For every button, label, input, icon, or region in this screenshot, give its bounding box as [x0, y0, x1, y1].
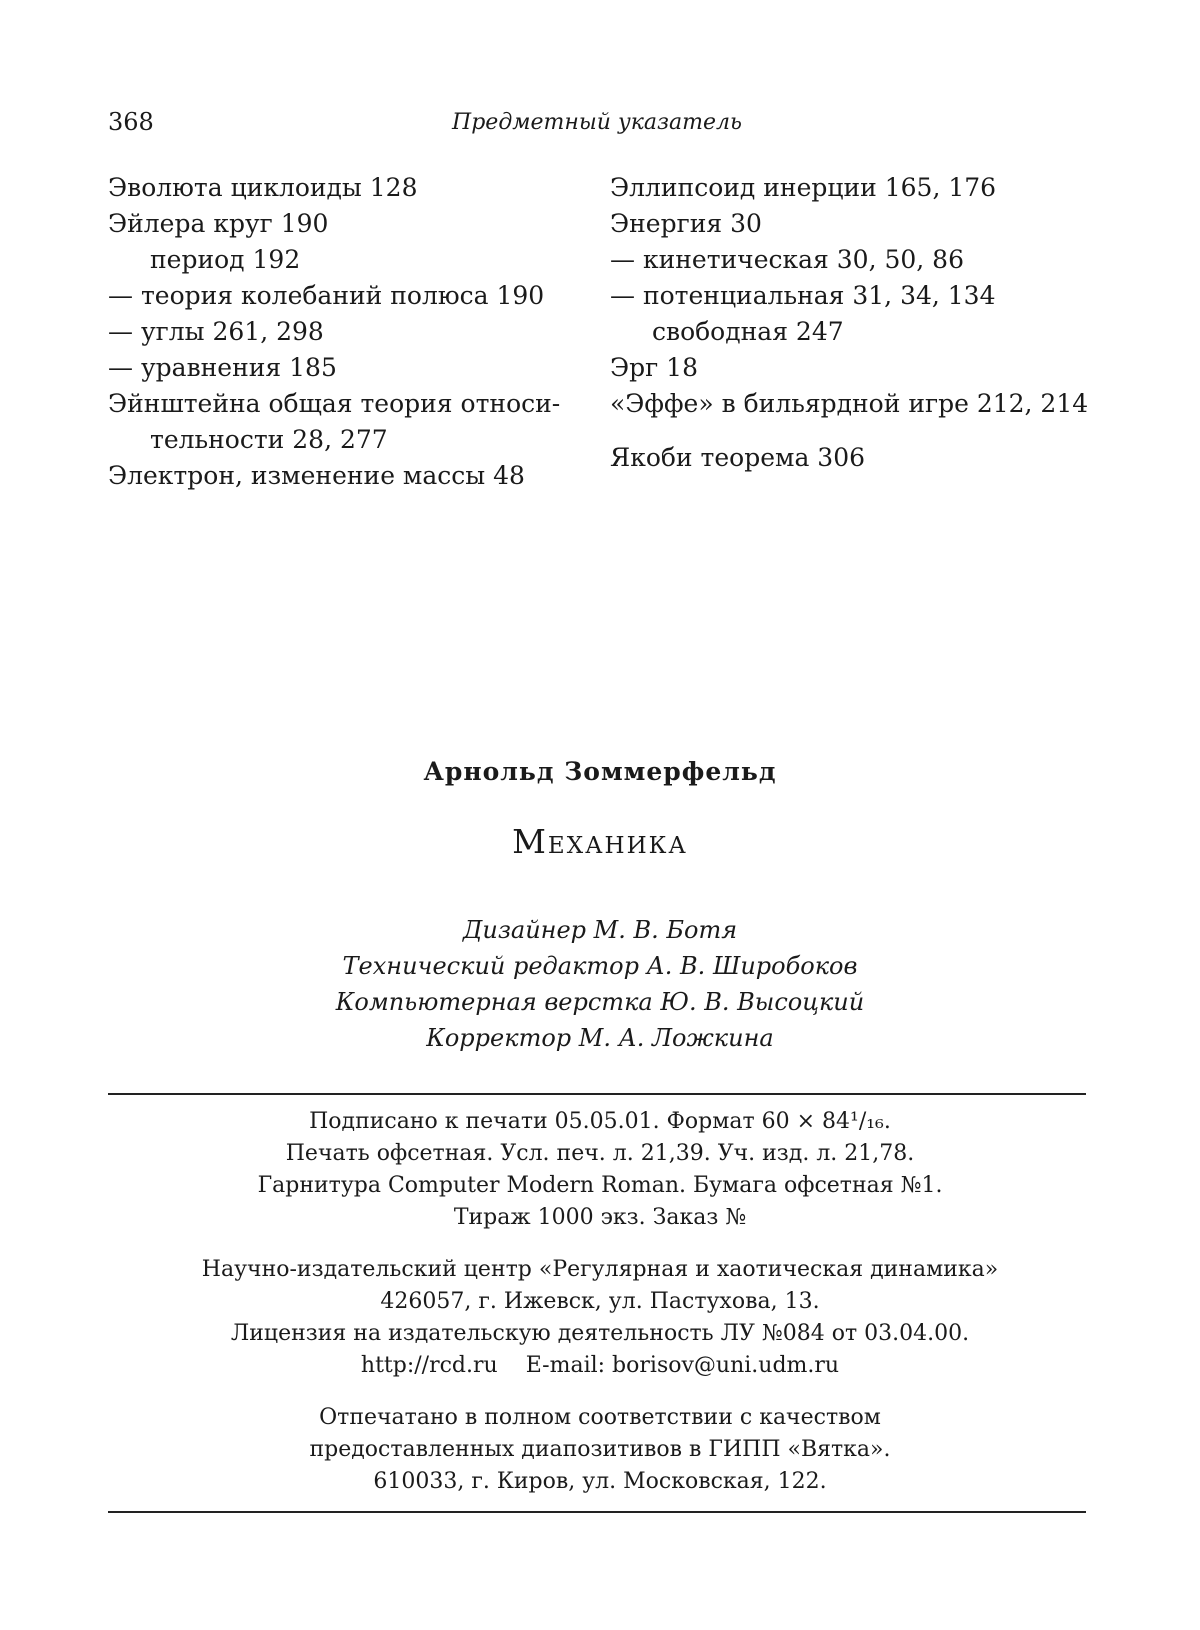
author-name: Арнольд Зоммерфельд	[423, 757, 777, 786]
printer-info	[0, 1402, 1200, 1498]
index-entry: тельности 28, 277	[150, 425, 388, 454]
index-entry: свободная 247	[652, 317, 844, 346]
contact-line	[0, 1350, 1200, 1382]
index-entry: «Эффе» в бильярдной игре 212, 214	[610, 389, 1089, 418]
print-details	[0, 1106, 1200, 1234]
index-column-right	[610, 170, 1095, 476]
credit-line: Корректор М. А. Ложкина	[426, 1024, 774, 1052]
index-entry: Эллипсоид инерции 165, 176	[610, 173, 997, 202]
publisher-line: Научно-издательский центр «Регулярная и хаотическая динамика»	[201, 1257, 999, 1282]
website-link[interactable]: http://rcd.ru	[360, 1353, 498, 1378]
page-number: 368	[108, 108, 154, 136]
index-entry: Эволюта циклоиды 128	[108, 173, 418, 202]
printer-line: Отпечатано в полном соответствии с качеством	[319, 1405, 881, 1430]
printer-line: предоставленных диапозитивов в ГИПП «Вятка».	[309, 1437, 891, 1462]
index-entry: — потенциальная 31, 34, 134	[610, 281, 996, 310]
credit-line: Технический редактор А. В. Широбоков	[342, 952, 858, 980]
publisher-info	[0, 1254, 1200, 1382]
publisher-line: 426057, г. Ижевск, ул. Пастухова, 13.	[380, 1289, 820, 1314]
divider-bottom	[108, 1511, 1086, 1513]
index-column-left	[108, 170, 593, 494]
credits	[0, 912, 1200, 1056]
index-entry: период 192	[150, 245, 301, 274]
credit-line: Компьютерная верстка Ю. В. Высоцкий	[335, 988, 865, 1016]
index-entry: Энергия 30	[610, 209, 762, 238]
print-detail-line: Подписано к печати 05.05.01. Формат 60 × 84¹/₁₆.	[309, 1109, 891, 1134]
book-title: Механика	[512, 822, 688, 861]
email-link[interactable]: E-mail: borisov@uni.udm.ru	[525, 1353, 840, 1378]
publisher-line: Лицензия на издательскую деятельность ЛУ №084 от 03.04.00.	[230, 1321, 970, 1346]
index-entry: Эйлера круг 190	[108, 209, 329, 238]
index-entry: Электрон, изменение массы 48	[108, 461, 525, 490]
index-entry: Якоби теорема 306	[610, 443, 866, 472]
print-detail-line: Гарнитура Computer Modern Roman. Бумага офсетная №1.	[257, 1173, 943, 1198]
running-head: Предметный указатель	[452, 110, 742, 135]
index-entry: — уравнения 185	[108, 353, 337, 382]
page-header	[108, 108, 1086, 144]
print-detail-line: Печать офсетная. Усл. печ. л. 21,39. Уч. изд. л. 21,78.	[285, 1141, 915, 1166]
index-entry: Эрг 18	[610, 353, 698, 382]
credit-line: Дизайнер М. В. Ботя	[462, 916, 738, 944]
printer-line: 610033, г. Киров, ул. Московская, 122.	[373, 1469, 827, 1494]
index-entry: Эйнштейна общая теория относи-	[108, 389, 561, 418]
print-detail-line: Тираж 1000 экз. Заказ №	[453, 1205, 747, 1230]
index-entry: — кинетическая 30, 50, 86	[610, 245, 964, 274]
index-entry: — углы 261, 298	[108, 317, 324, 346]
index-entry: — теория колебаний полюса 190	[108, 281, 545, 310]
divider-top	[108, 1093, 1086, 1095]
